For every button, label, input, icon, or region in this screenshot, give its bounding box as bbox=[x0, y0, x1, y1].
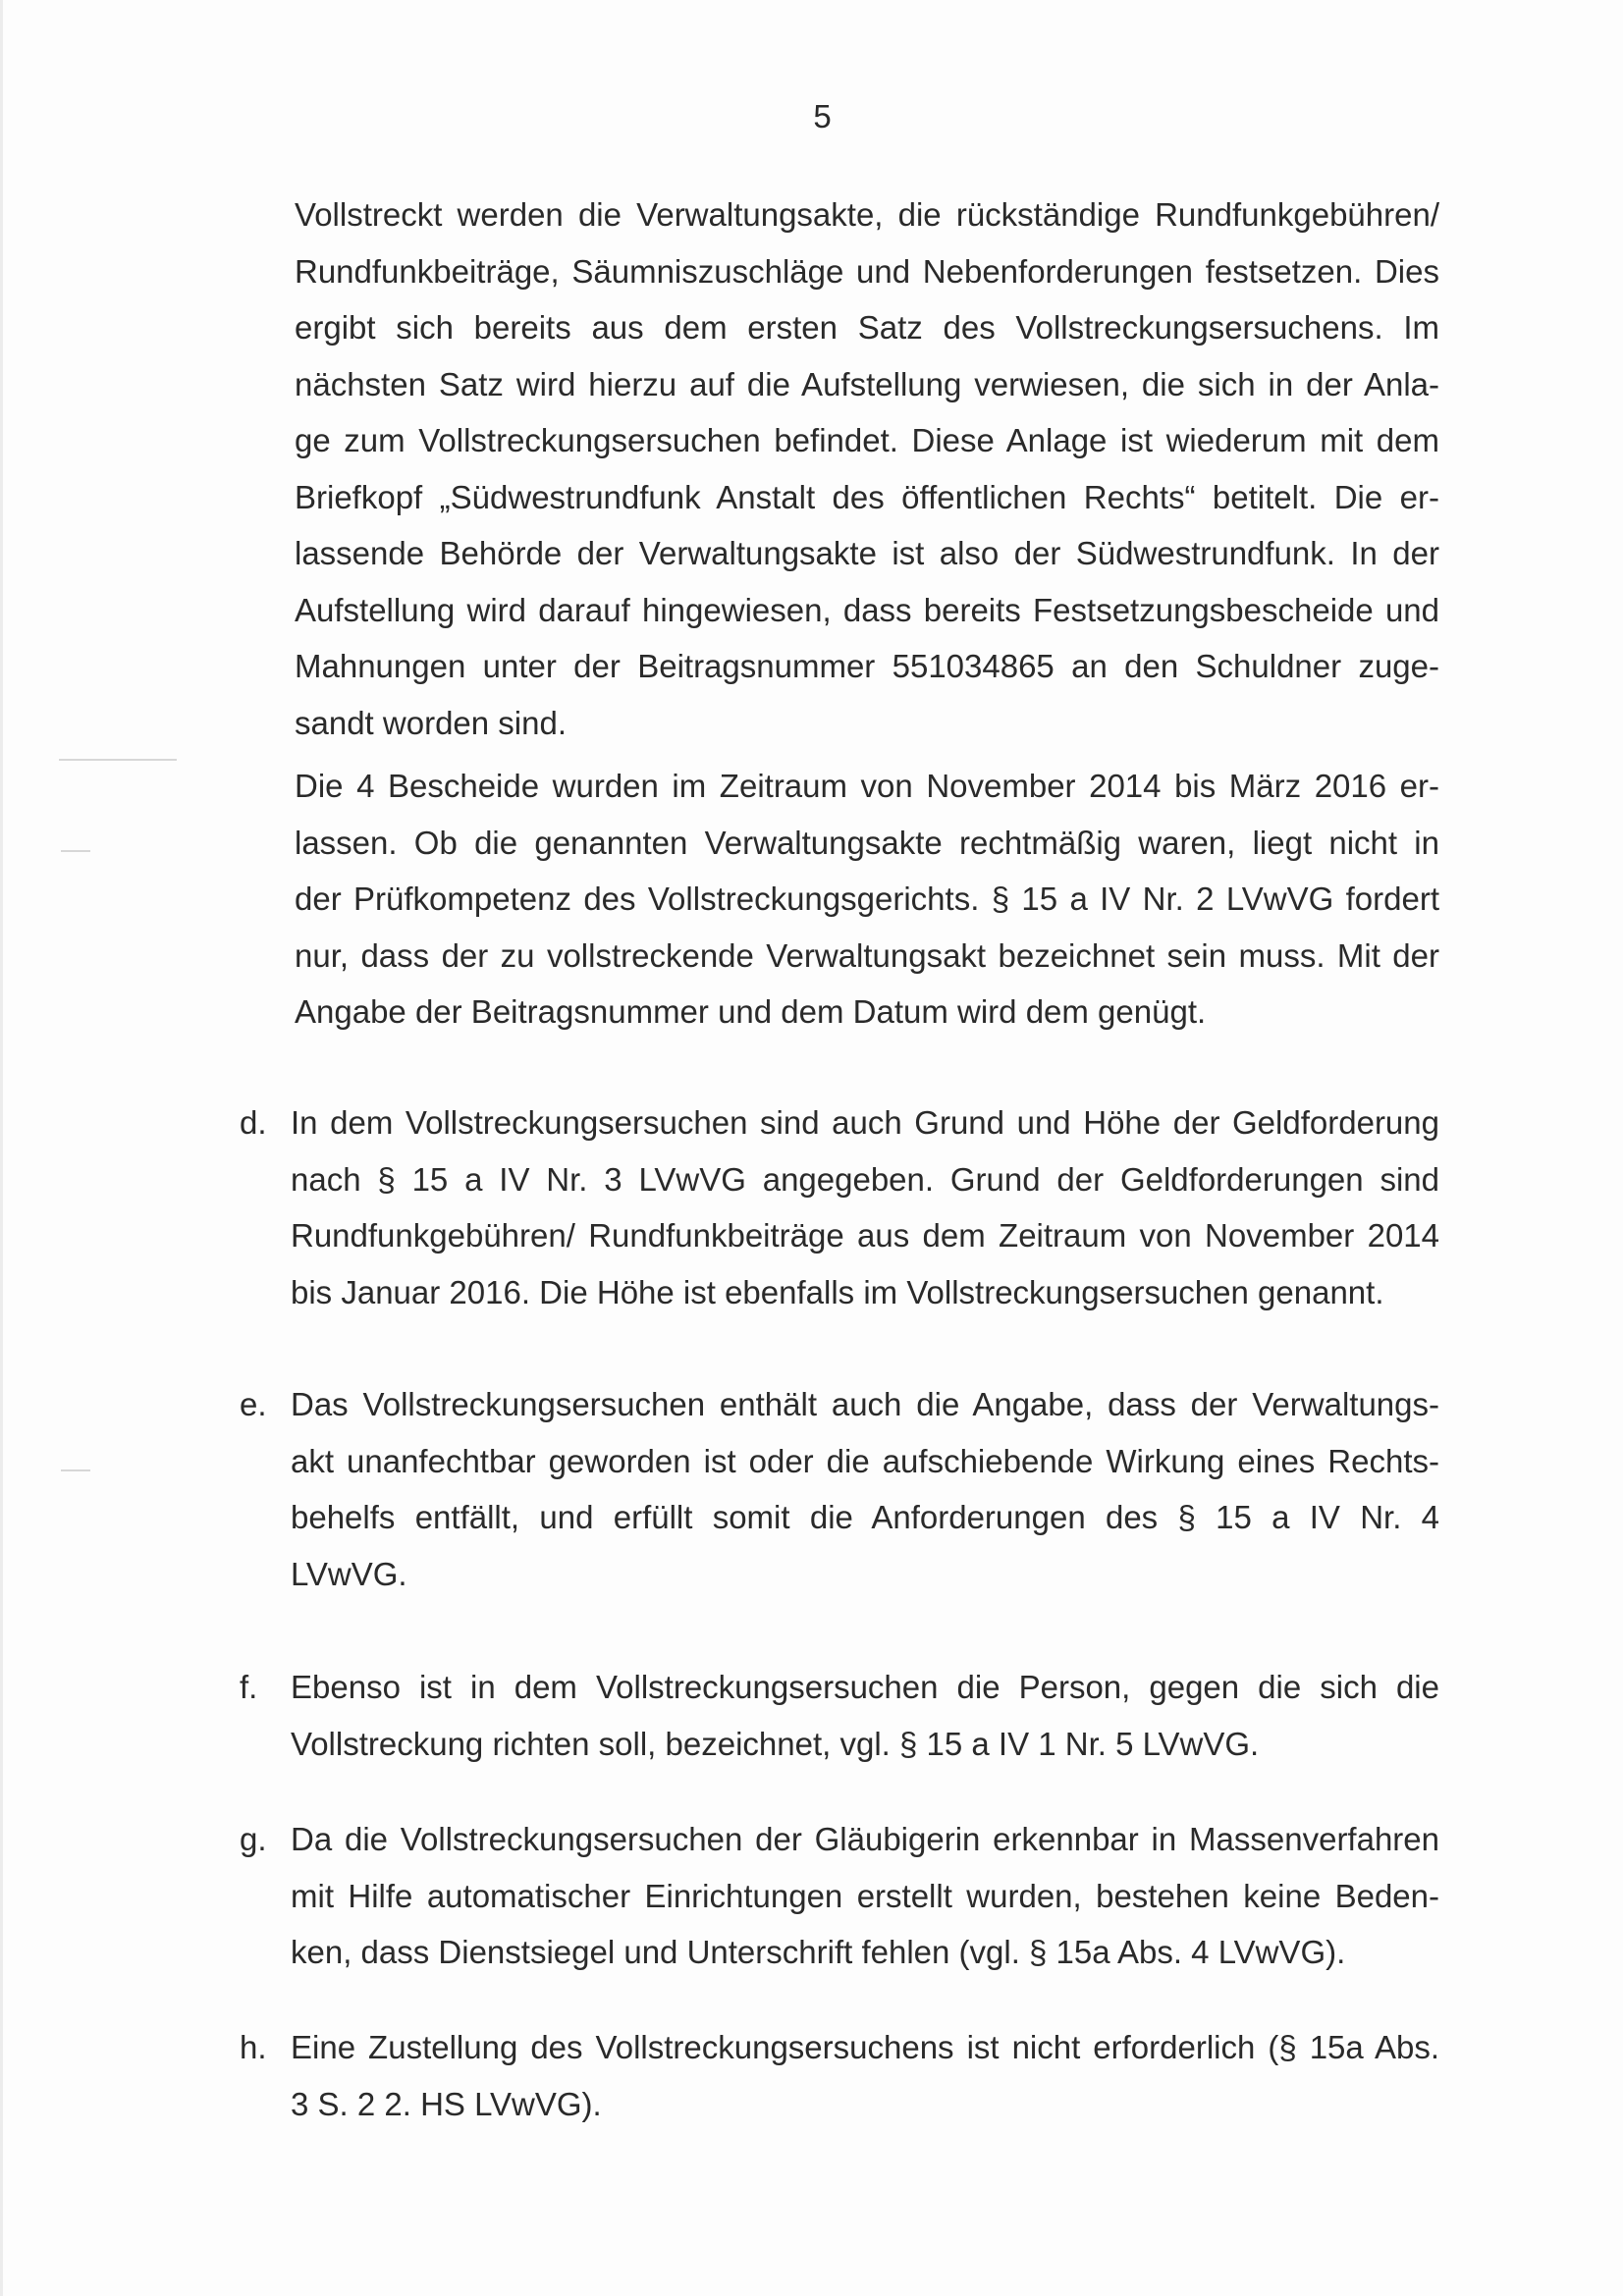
text-line: lassen. Ob die genannten Verwaltungsakte rechtmäßig waren, liegt nicht in bbox=[295, 824, 1439, 861]
scan-mark bbox=[61, 1469, 90, 1471]
text-line: LVwVG. bbox=[291, 1555, 407, 1592]
list-item-label: d. bbox=[240, 1104, 267, 1141]
page-number: 5 bbox=[813, 98, 832, 134]
text-line: Eine Zustellung des Vollstreckungsersuchens ist nicht erforderlich (§ 15a Abs. bbox=[291, 2029, 1439, 2065]
list-item-label: f. bbox=[240, 1669, 258, 1705]
text-line: Da die Vollstreckungsersuchen der Gläubigerin erkennbar in Massenverfahren bbox=[291, 1821, 1439, 1857]
list-item-body bbox=[291, 1659, 1439, 1772]
text-line: Briefkopf „Südwestrundfunk Anstalt des öffentlichen Rechts“ betitelt. Die er- bbox=[295, 478, 1439, 515]
list-item-label: e. bbox=[240, 1386, 267, 1422]
text-line: sandt worden sind. bbox=[295, 704, 568, 741]
text-line: Die 4 Bescheide wurden im Zeitraum von November 2014 bis März 2016 er- bbox=[295, 768, 1439, 804]
text-line: akt unanfechtbar geworden ist oder die aufschiebende Wirkung eines Rechts- bbox=[291, 1442, 1439, 1479]
list-item-body bbox=[291, 1376, 1439, 1602]
text-line: Mahnungen unter der Beitragsnummer 551034865 an den Schuldner zuge- bbox=[295, 648, 1439, 684]
text-line: mit Hilfe automatischer Einrichtungen erstellt wurden, bestehen keine Beden- bbox=[291, 1877, 1439, 1914]
text-line: nur, dass der zu vollstreckende Verwaltungsakt bezeichnet sein muss. Mit der bbox=[295, 936, 1439, 974]
list-item-body bbox=[291, 1811, 1439, 1981]
text-line: Vollstreckt werden die Verwaltungsakte, die rückständige Rundfunkgebühren/ bbox=[295, 196, 1439, 233]
text-line: Aufstellung wird darauf hingewiesen, dass bereits Festsetzungsbescheide und bbox=[295, 591, 1439, 628]
list-item-label: h. bbox=[240, 2029, 267, 2065]
text-line: Rundfunkbeiträge, Säumniszuschläge und Nebenforderungen festsetzen. Dies bbox=[295, 252, 1439, 290]
text-line: bis Januar 2016. Die Höhe ist ebenfalls im Vollstreckungsersuchen genannt. bbox=[291, 1273, 1384, 1310]
text-line: 3 S. 2 2. HS LVwVG). bbox=[291, 2085, 602, 2122]
list-item-label: g. bbox=[240, 1821, 267, 1857]
text-line: lassende Behörde der Verwaltungsakte ist also der Südwestrundfunk. In der bbox=[295, 535, 1439, 571]
text-line: nächsten Satz wird hierzu auf die Aufstellung verwiesen, die sich in der Anla- bbox=[295, 365, 1439, 402]
intro-paragraph bbox=[295, 187, 1439, 751]
text-line: Rundfunkgebühren/ Rundfunkbeiträge aus dem Zeitraum von November 2014 bbox=[291, 1217, 1439, 1254]
text-line: der Prüfkompetenz des Vollstreckungsgerichts. § 15 a IV Nr. 2 LVwVG fordert bbox=[295, 881, 1439, 917]
text-line: Vollstreckung richten soll, bezeichnet, vgl. § 15 a IV 1 Nr. 5 LVwVG. bbox=[291, 1725, 1260, 1762]
list-item-body bbox=[291, 2019, 1439, 2132]
text-line: In dem Vollstreckungsersuchen sind auch Grund und Höhe der Geldforderung bbox=[291, 1104, 1439, 1141]
text-line: ge zum Vollstreckungsersuchen befindet. Diese Anlage ist wiederum mit dem bbox=[295, 422, 1439, 458]
scan-mark bbox=[59, 759, 177, 761]
text-line: behelfs entfällt, und erfüllt somit die Anforderungen des § 15 a IV Nr. 4 bbox=[291, 1499, 1439, 1535]
text-line: Das Vollstreckungsersuchen enthält auch die Angabe, dass der Verwaltungs- bbox=[291, 1386, 1439, 1422]
list-item-body bbox=[291, 1095, 1439, 1320]
text-line: Angabe der Beitragsnummer und dem Datum wird dem genügt. bbox=[295, 993, 1207, 1030]
text-line: ergibt sich bereits aus dem ersten Satz des Vollstreckungsersuchens. Im bbox=[295, 309, 1439, 346]
scan-edge bbox=[0, 0, 3, 2296]
scan-mark bbox=[61, 850, 90, 852]
text-line: Ebenso ist in dem Vollstreckungsersuchen die Person, gegen die sich die bbox=[291, 1669, 1439, 1705]
text-line: nach § 15 a IV Nr. 3 LVwVG angegeben. Grund der Geldforderungen sind bbox=[291, 1160, 1439, 1198]
intro-paragraph-2 bbox=[295, 758, 1439, 1041]
text-line: ken, dass Dienstsiegel und Unterschrift fehlen (vgl. § 15a Abs. 4 LVwVG). bbox=[291, 1934, 1346, 1970]
